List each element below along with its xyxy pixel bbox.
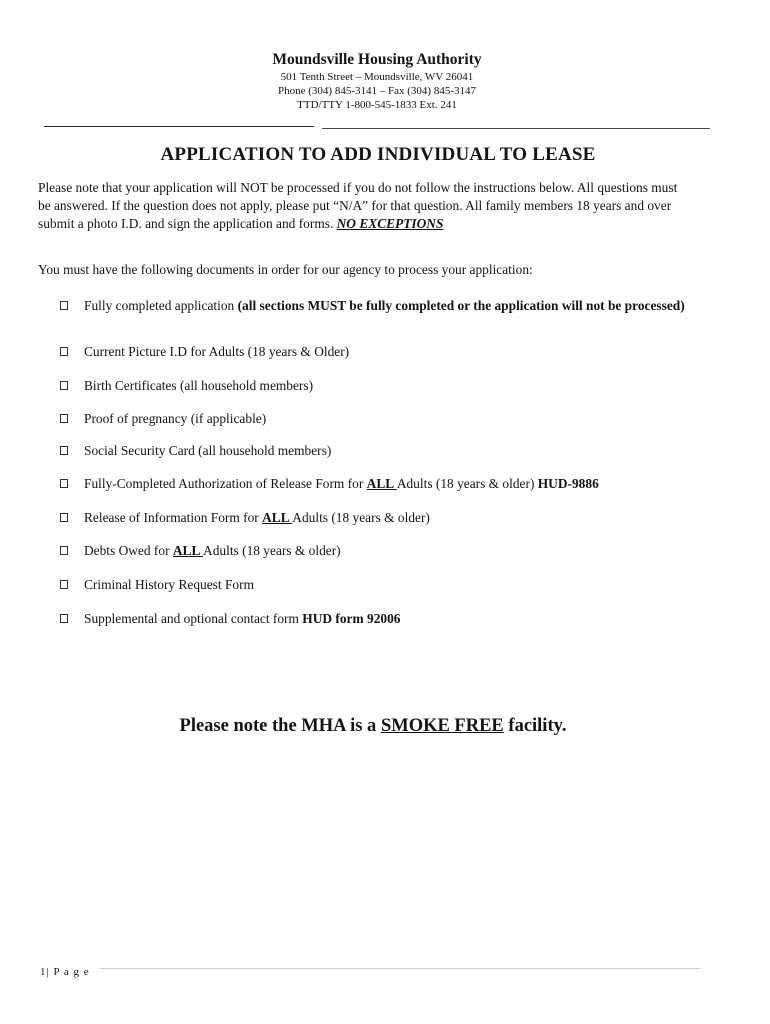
- no-exceptions-notice: NO EXCEPTIONS: [336, 216, 444, 231]
- required-documents-intro: You must have the following documents in order for our agency to process your application:: [38, 262, 533, 277]
- checklist-item-text: Adults (18 years & older): [203, 543, 341, 558]
- checklist-item-bold: (all sections MUST be fully completed or the application will not be processed): [237, 298, 685, 313]
- checklist-item-emphasis: ALL: [262, 510, 293, 525]
- document-title: APPLICATION TO ADD INDIVIDUAL TO LEASE: [160, 144, 596, 165]
- checklist-item-text: Fully completed application: [84, 298, 238, 313]
- page-footer: [40, 966, 90, 978]
- checkbox-icon[interactable]: [60, 381, 68, 390]
- checklist-item-text: Social Security Card (all household members): [84, 443, 332, 458]
- checklist-item-emphasis: ALL: [366, 476, 397, 491]
- page-label: | P a g e: [46, 966, 90, 978]
- organization-address: 501 Tenth Street – Moundsville, WV 26041: [280, 71, 474, 83]
- instructions-paragraph: [38, 179, 678, 233]
- checkbox-icon[interactable]: [60, 347, 68, 356]
- organization-name: Moundsville Housing Authority: [272, 51, 482, 68]
- checklist-item-bold: HUD-9886: [537, 476, 599, 491]
- checklist-item-text: Adults (18 years & older): [292, 510, 430, 525]
- checklist-item-text: Proof of pregnancy (if applicable): [84, 411, 267, 426]
- checkbox-icon[interactable]: [60, 414, 68, 423]
- checklist-item-text: Birth Certificates (all household members): [84, 378, 314, 393]
- organization-phone-fax: Phone (304) 845-3141 – Fax (304) 845-3147: [278, 85, 476, 97]
- header-divider-left: [44, 126, 314, 127]
- checkbox-icon[interactable]: [60, 546, 68, 555]
- checklist-item-emphasis: ALL: [172, 543, 204, 558]
- checklist-item-text: Current Picture I.D for Adults (18 years & Older): [84, 344, 350, 359]
- checkbox-icon[interactable]: [60, 614, 68, 623]
- checkbox-icon[interactable]: [60, 479, 68, 488]
- instructions-text: Please note that your application will NOT be processed if you do not follow the instructions below. All questions must be answered. If the question does not apply, please put “N/A” for that question. All family members 18 years and over submit a photo I.D. and sign the application and forms.: [38, 180, 678, 231]
- checklist-item-text: Adults (18 years & older): [396, 476, 538, 491]
- checklist-item-text: Criminal History Request Form: [84, 577, 254, 592]
- checkbox-icon[interactable]: [60, 301, 68, 310]
- letterhead: [0, 50, 754, 112]
- smoke-notice-text: facility.: [503, 716, 567, 736]
- checkbox-icon[interactable]: [60, 580, 68, 589]
- checklist-item-text: Fully-Completed Authorization of Release Form for: [84, 476, 367, 491]
- footer-divider: [100, 968, 700, 969]
- smoke-notice-text: Please note the MHA is a: [179, 716, 381, 736]
- smoke-free-emphasis: SMOKE FREE: [380, 716, 504, 736]
- checklist-item-text: Release of Information Form for: [84, 510, 263, 525]
- organization-tty: TTD/TTY 1-800-545-1833 Ext. 241: [297, 99, 457, 111]
- checklist-item-bold: HUD form 92006: [302, 611, 401, 626]
- checkbox-icon[interactable]: [60, 513, 68, 522]
- checklist-item-text: Supplemental and optional contact form: [84, 611, 303, 626]
- page-number: 1: [40, 966, 47, 978]
- smoke-free-notice: [0, 716, 746, 737]
- checkbox-icon[interactable]: [60, 446, 68, 455]
- header-divider-right: [322, 128, 710, 129]
- checklist-item-text: Debts Owed for: [84, 543, 173, 558]
